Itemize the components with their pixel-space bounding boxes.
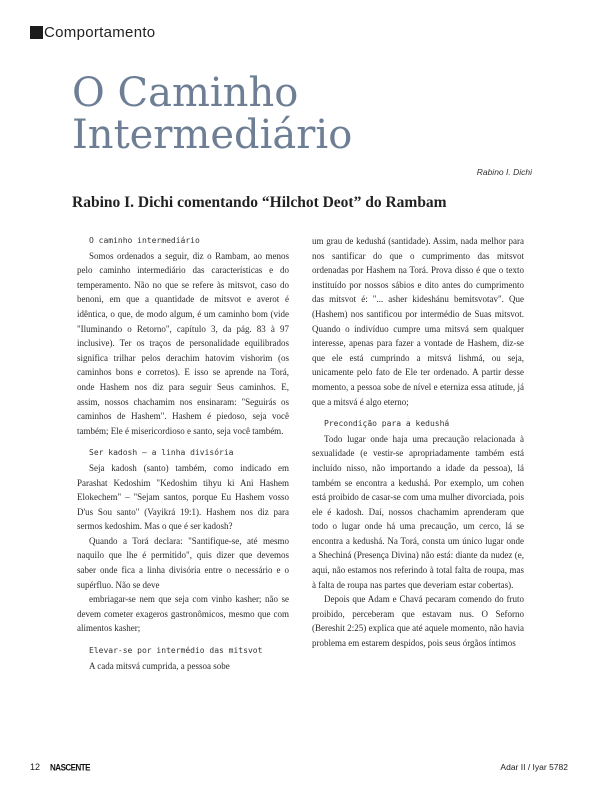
- section-heading: Elevar-se por intermédio das mitsvot: [89, 646, 263, 656]
- section-tag: [30, 24, 155, 41]
- section-heading: O caminho intermediário: [89, 236, 200, 245]
- section-square-icon: [30, 26, 43, 39]
- paragraph: um grau de kedushá (santidade). Assim, nada melhor para nos santificar do que o cumprimento das mitsvot ordenadas por Hashem na Torá. Prova disso é que o texto instituído por nossos sábios e dito antes do cumprimento das mitsvot é: "... asher kideshánu bemitsvotav". Que (Hashem) nos santificou por intermédio de Suas mitsvot. Quando o indivíduo cumpre uma mitsvá sem qualquer interesse, apenas para fazer a vontade de Hashem, diz-se que ele está cumprindo a mitsvá lishmá, ou seja, unicamente pelo fato de Ele ter ordenado. A partir desse momento, a pessoa sobe de nível e eterniza essa atitude, já que a mitsvá é algo eterno;: [312, 236, 524, 407]
- title-line-2: Intermediário: [72, 112, 353, 158]
- article-title: [72, 72, 352, 156]
- footer-left: [30, 762, 90, 772]
- magazine-logo: NASCENTE: [50, 761, 91, 773]
- title-line-1: O Caminho: [72, 70, 299, 116]
- section-heading: Precondição para a kedushá: [324, 419, 450, 429]
- paragraph: Todo lugar onde haja uma precaução relacionada à sexualidade (e vestir-se apropriadamente também está incluído nisso, não importando a idade da pessoa), lá também se encontra a kedushá. Por exemplo, um cohen está proibido de casar-se com uma mulher divorciada, pois ele é kadosh. Daí, nossos chachamim aprenderam que todo o lugar onde há uma precaução, um cerco, lá se encontra a kedushá. Na Torá, consta um único lugar onde a Shechiná (Presença Divina) não está: diante da nudez (e, aqui, não estamos nos referindo à total falta de roupa, mas à falta de roupa nas partes que deveriam estar cobertas).: [312, 433, 524, 590]
- section-heading: Ser kadosh – a linha divisória: [89, 448, 234, 458]
- right-column: [312, 234, 524, 651]
- paragraph: embriagar-se nem que seja com vinho kasher; não se devem cometer exageros gastronômicos, mesmo que com alimentos kasher;: [77, 594, 289, 634]
- section-label: Comportamento: [44, 24, 156, 41]
- left-column: [77, 234, 289, 673]
- paragraph: Seja kadosh (santo) também, como indicado em Parashat Kedoshim "Kedoshim tihyu ki Ani Hashem Elokechem" – "Sejam santos, porque Eu Hashem vosso D'us Sou santo" (Vayikrá 19:1). Hashem nos diz para sermos kedoshim. Mas o que é ser kadosh?: [77, 462, 289, 532]
- author-credit: Rabino I. Dichi: [476, 167, 532, 177]
- paragraph: Somos ordenados a seguir, diz o Rambam, ao menos pelo caminho intermediário das características e do temperamento. Não no que se refere às mitsvot, caso do benoni, em que a quantidade de mitsvot e averot é idêntica, o que, de modo algum, é um caminho bom (vide "Iluminando o Retorno", capítulo 3, da pág. 83 à 97 inclusive). Ter os traços de personalidade equilibrados significa trilhar pelos derachim hatovim vishorim (os caminhos bons e corretos). E isso se aprende na Torá, onde Hashem nos diz para seguir Seus caminhos. E, assim, nossos chachamim nos ensinaram: "Seguirás os caminhos de Hashem". Hashem é piedoso, seja você também; Ele é misericordioso e santo, seja você também.: [77, 250, 289, 436]
- issue-label: Adar II / Iyar 5782: [500, 762, 568, 772]
- paragraph: Quando a Torá declara: "Santifique-se, até mesmo naquilo que lhe é permitido", quis dizer que devemos saber onde fica a linha divisória entre o necessário e o supérfluo. Não se deve: [77, 535, 289, 590]
- page-number: 12: [30, 762, 41, 772]
- paragraph: Depois que Adam e Chavá pecaram comendo do fruto proibido, perceberam que estavam nus. O Seforno (Bereshit 2:25) explica que até aquele momento, não havia problema em estarem despidos, pois seus órgãos íntimos: [312, 594, 524, 649]
- article-subtitle: Rabino I. Dichi comentando “Hilchot Deot” do Rambam: [72, 194, 447, 211]
- paragraph: A cada mitsvá cumprida, a pessoa sobe: [89, 660, 230, 671]
